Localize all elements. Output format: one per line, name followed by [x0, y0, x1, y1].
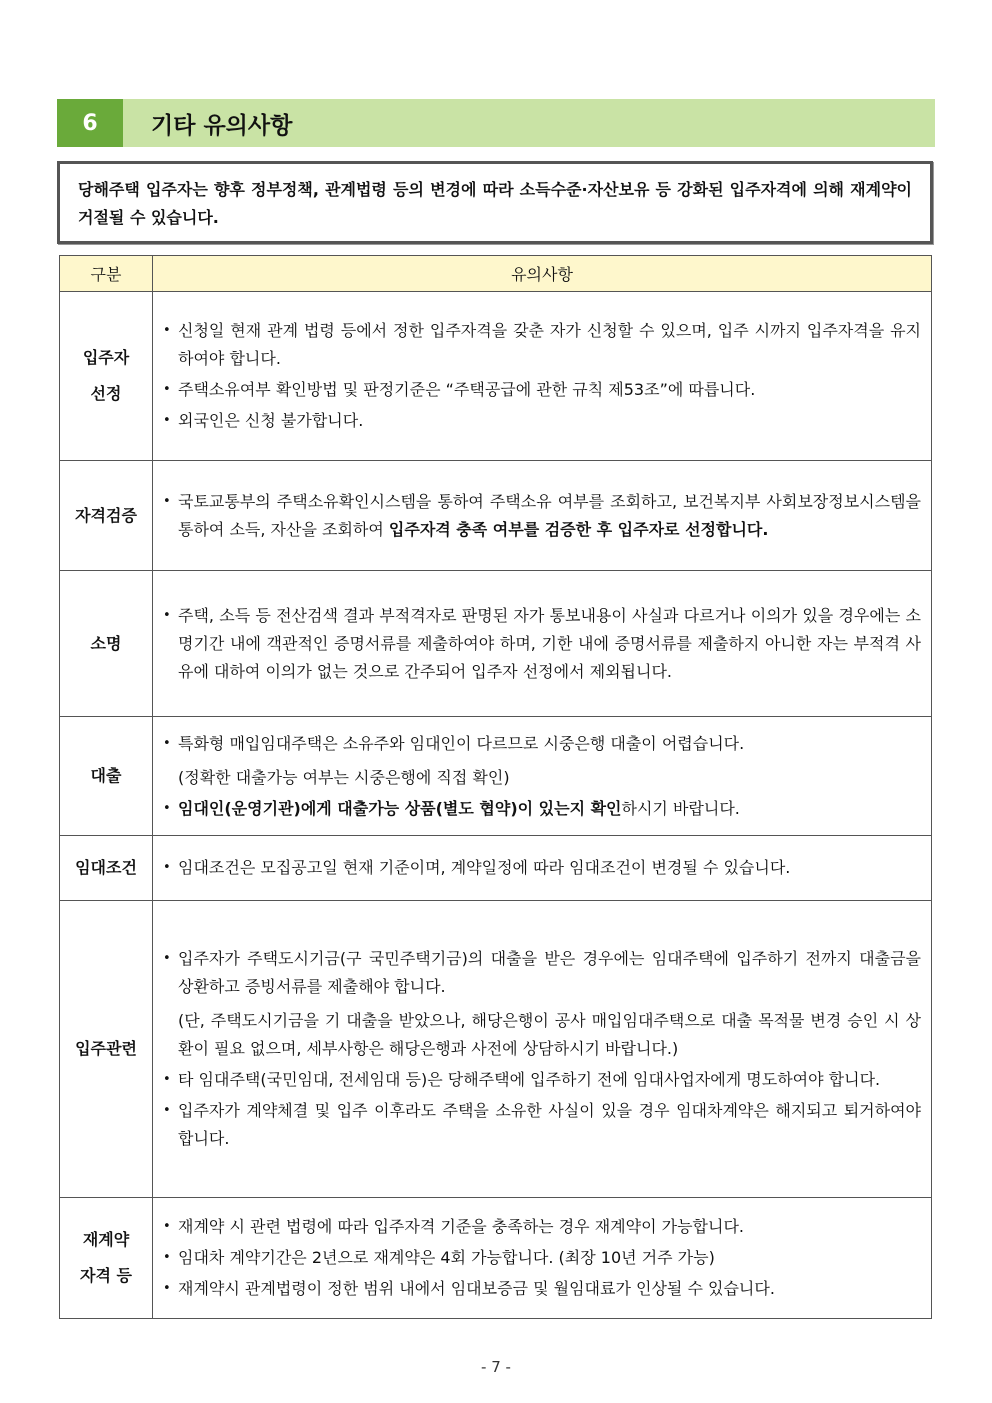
- row-category: [60, 836, 153, 901]
- row-category: [60, 717, 153, 836]
- header-content: 유의사항: [153, 256, 932, 292]
- row-category: [60, 901, 153, 1198]
- note-text: • 특화형 매입임대주택은 소유주와 임대인이 다르므로 시중은행 대출이 어렵습니다.: [178, 733, 745, 753]
- row-category-line: 입주자: [82, 348, 130, 367]
- row-category-line: 입주관련: [75, 1039, 137, 1058]
- row-category-line: 재계약: [82, 1230, 130, 1249]
- note-text: • 임대인(운영기관)에게 대출가능 상품(별도 협약)이 있는지 확인하시기 바랍니다.: [178, 798, 740, 818]
- note-text: • 입주자가 계약체결 및 입주 이후라도 주택을 소유한 사실이 있을 경우 임대차계약은 해지되고 퇴거하여야 합니다.: [178, 1101, 921, 1148]
- note-list: [161, 730, 921, 823]
- note-text: • 입주자가 주택도시기금(구 국민주택기금)의 대출을 받은 경우에는 임대주택에 입주하기 전까지 대출금을 상환하고 증빙서류를 제출해야 합니다.: [178, 949, 921, 996]
- row-category-line: 소명: [90, 633, 122, 653]
- row-content: [153, 461, 932, 571]
- list-item: [161, 376, 921, 404]
- note-text: • 임대차 계약기간은 2년으로 재계약은 4회 가능합니다. (최장 10년 거주 가능): [178, 1248, 715, 1267]
- table-row: [60, 717, 932, 836]
- notes-table: [59, 255, 932, 1319]
- note-list: [161, 945, 921, 1153]
- row-content: [153, 292, 932, 461]
- note-text: • 주택, 소득 등 전산검색 결과 부적격자로 판명된 자가 통보내용이 사실과 다르거나 이의가 있을 경우에는 소명기간 내에 객관적인 증명서류를 제출하여야 하며, 기한 내에 증명서류를 제출하지 아니한 자는 부적격 사유에 대하여 이의가 없는 것으로 간주되어 입주자 선정에서 제외됩니다.: [178, 605, 921, 681]
- note-text: • 외국인은 신청 불가합니다.: [178, 411, 364, 430]
- section-header: [57, 99, 935, 147]
- list-item: [161, 1275, 921, 1303]
- note-text: • 임대조건은 모집공고일 현재 기준이며, 계약일정에 따라 임대조건이 변경될 수 있습니다.: [178, 858, 791, 877]
- row-category-line: 자격 등: [80, 1266, 132, 1285]
- table-row: [60, 292, 932, 461]
- note-text: • 국토교통부의 주택소유확인시스템을 통하여 주택소유 여부를 조회하고, 보건복지부 사회보장정보시스템을 통하여 소득, 자산을 조회하여 입주자격 충족 여부를 검증한 후 입주자로 선정합니다.: [178, 491, 921, 539]
- row-category: [60, 292, 153, 461]
- row-content: [153, 571, 932, 717]
- row-content: [153, 1198, 932, 1319]
- row-category-line: 선정: [90, 384, 122, 403]
- note-list: [161, 602, 921, 686]
- row-content: [153, 836, 932, 901]
- note-bold-text: 임대인(운영기관)에게 대출가능 상품(별도 협약)이 있는지 확인: [178, 798, 622, 818]
- note-text: • 신청일 현재 관계 법령 등에서 정한 입주자격을 갖춘 자가 신청할 수 있으며, 입주 시까지 입주자격을 유지하여야 합니다.: [178, 321, 921, 368]
- note-text: • 재계약시 관계법령이 정한 범위 내에서 임대보증금 및 월임대료가 인상될 수 있습니다.: [178, 1279, 775, 1298]
- row-content: [153, 717, 932, 836]
- list-item: [161, 1244, 921, 1272]
- row-category-line: 대출: [90, 766, 122, 785]
- note-list: [161, 1213, 921, 1303]
- table-row: [60, 901, 932, 1198]
- table-header-row: [60, 256, 932, 292]
- list-item: [161, 1097, 921, 1153]
- list-item: [161, 1213, 921, 1241]
- table-body: [60, 292, 932, 1319]
- list-item: [161, 945, 921, 1063]
- row-category-line: 임대조건: [75, 858, 137, 877]
- list-item: [161, 317, 921, 373]
- note-subtext: (정확한 대출가능 여부는 시중은행에 직접 확인): [178, 767, 510, 787]
- note-list: [161, 488, 921, 544]
- note-subtext: (단, 주택도시기금을 기 대출을 받았으나, 해당은행이 공사 매입임대주택으로 대출 목적물 변경 승인 시 상환이 필요 없으며, 세부사항은 해당은행과 사전에 상담하시기 바랍니다.): [178, 1011, 921, 1058]
- list-item: [161, 407, 921, 435]
- page-number: - 7 -: [481, 1358, 511, 1376]
- table-row: [60, 571, 932, 717]
- list-item: [161, 1066, 921, 1094]
- list-item: [161, 730, 921, 792]
- section-number: 6: [57, 99, 123, 147]
- table-row: [60, 461, 932, 571]
- row-category: [60, 1198, 153, 1319]
- row-category: [60, 461, 153, 571]
- section-title: 기타 유의사항: [151, 112, 293, 139]
- header-category: 구분: [60, 256, 153, 292]
- note-bold-text: 입주자격 충족 여부를 검증한 후 입주자로 선정합니다.: [388, 519, 769, 539]
- list-item: [161, 602, 921, 686]
- table-row: [60, 836, 932, 901]
- row-category-line: 자격검증: [75, 505, 137, 525]
- row-content: [153, 901, 932, 1198]
- list-item: [161, 488, 921, 544]
- table-row: [60, 1198, 932, 1319]
- list-item: [161, 795, 921, 823]
- note-text: • 주택소유여부 확인방법 및 판정기준은 “주택공급에 관한 규칙 제53조”에 따릅니다.: [178, 380, 756, 399]
- list-item: [161, 854, 921, 882]
- note-text: • 재계약 시 관련 법령에 따라 입주자격 기준을 충족하는 경우 재계약이 가능합니다.: [178, 1217, 744, 1236]
- note-list: [161, 317, 921, 435]
- note-text: • 타 임대주택(국민임대, 전세임대 등)은 당해주택에 입주하기 전에 임대사업자에게 명도하여야 합니다.: [178, 1070, 881, 1089]
- note-list: [161, 854, 921, 882]
- row-category: [60, 571, 153, 717]
- notice-box: 당해주택 입주자는 향후 정부정책, 관계법령 등의 변경에 따라 소득수준·자산보유 등 강화된 입주자격에 의해 재계약이 거절될 수 있습니다.: [57, 161, 933, 244]
